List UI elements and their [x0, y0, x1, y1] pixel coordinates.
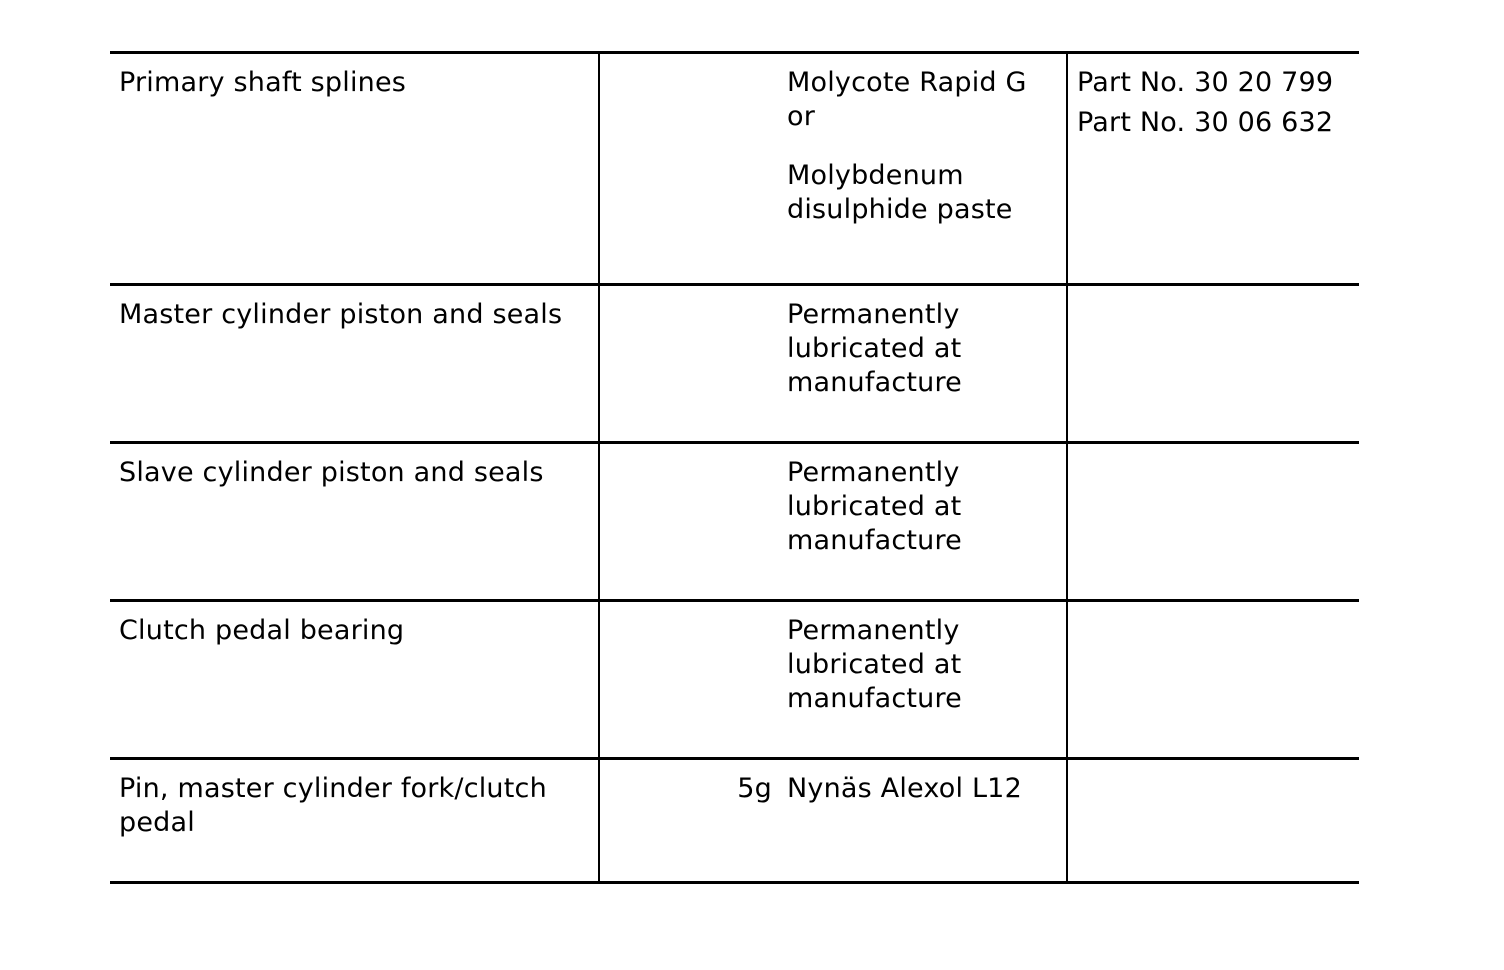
quantity	[600, 602, 772, 716]
component-cell	[110, 601, 599, 759]
component-name: Pin, master cylinder fork/clutch pedal	[119, 773, 547, 838]
lubricant-line: manufacture	[787, 367, 962, 398]
part-number: Part No. 30 06 632	[1077, 107, 1334, 138]
part-number-cell	[1067, 443, 1359, 601]
table-row	[110, 601, 1359, 759]
lubricant-line: Permanently	[787, 457, 960, 488]
quantity-lubricant-cell	[599, 53, 1067, 285]
lubricant-line: manufacture	[787, 525, 962, 556]
lubricant	[772, 286, 1066, 400]
part-number-cell	[1067, 53, 1359, 285]
lubricant	[772, 444, 1066, 558]
part-number: Part No. 30 20 799	[1077, 67, 1334, 98]
part-number-cell	[1067, 285, 1359, 443]
lubricant-line: manufacture	[787, 683, 962, 714]
component-cell	[110, 53, 599, 285]
lubricant-line: lubricated at	[787, 491, 962, 522]
component-name: Primary shaft splines	[119, 67, 407, 98]
quantity	[600, 444, 772, 558]
lubricant-line: lubricated at	[787, 649, 962, 680]
lubricant	[772, 54, 1066, 227]
lubricant	[772, 602, 1066, 716]
lubricant-line: lubricated at	[787, 333, 962, 364]
lubricant-line: Molybdenum	[787, 160, 964, 191]
component-name: Master cylinder piston and seals	[119, 299, 563, 330]
table-row	[110, 53, 1359, 285]
quantity	[600, 286, 772, 400]
quantity-lubricant-cell	[599, 759, 1067, 883]
part-number-cell	[1067, 759, 1359, 883]
quantity-lubricant-cell	[599, 601, 1067, 759]
lubricant-line: or	[787, 101, 816, 132]
lubricant-line: disulphide paste	[787, 194, 1013, 225]
lubricant-line: Nynäs Alexol L12	[787, 773, 1022, 804]
component-cell	[110, 443, 599, 601]
lubricant-table	[110, 51, 1359, 884]
table-row	[110, 285, 1359, 443]
lubricant-line: Permanently	[787, 299, 960, 330]
quantity-lubricant-cell	[599, 285, 1067, 443]
quantity	[600, 54, 772, 227]
table-row	[110, 443, 1359, 601]
lubricant-line: Molycote Rapid G	[787, 67, 1027, 98]
component-name: Slave cylinder piston and seals	[119, 457, 544, 488]
component-name: Clutch pedal bearing	[119, 615, 405, 646]
lubricant	[772, 760, 1066, 806]
table-row	[110, 759, 1359, 883]
component-cell	[110, 285, 599, 443]
quantity: 5g	[737, 773, 772, 804]
quantity-lubricant-cell	[599, 443, 1067, 601]
part-number-cell	[1067, 601, 1359, 759]
lubricant-line: Permanently	[787, 615, 960, 646]
component-cell	[110, 759, 599, 883]
